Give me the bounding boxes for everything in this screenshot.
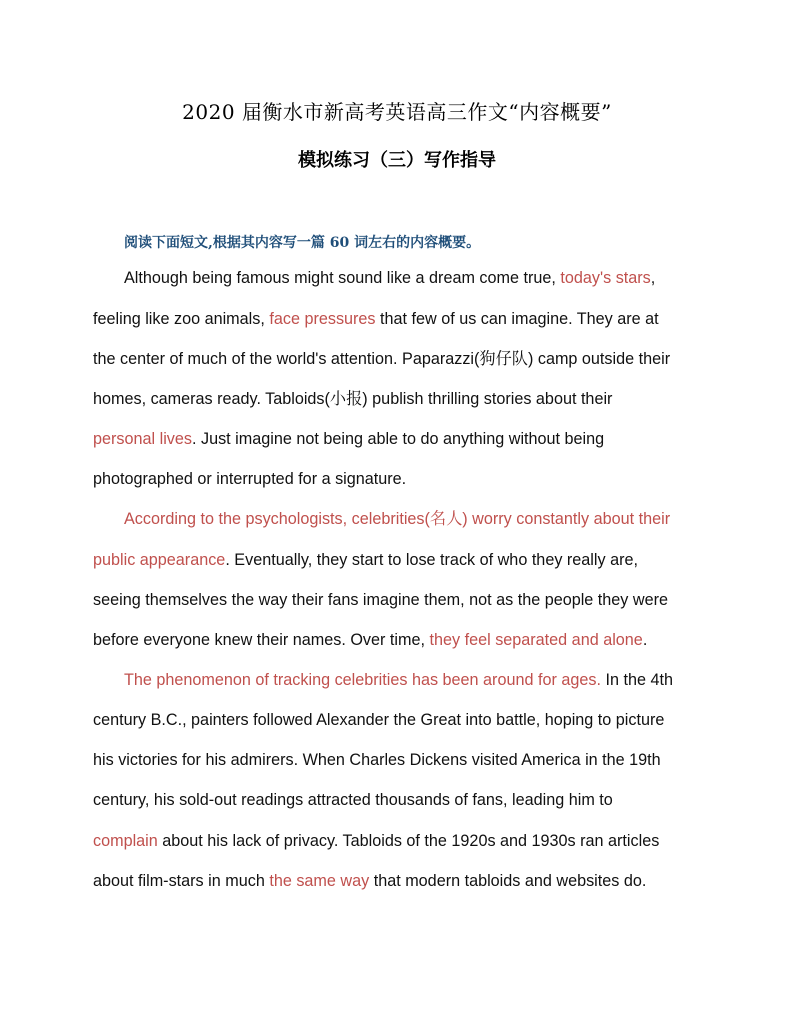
passage-line [93, 387, 703, 411]
passage-text: that few of us can imagine. They are at [375, 310, 659, 328]
passage-text: . [642, 631, 648, 649]
highlighted-phrase: public appearance [93, 551, 226, 569]
passage-text: the center of much of the world's attention. Paparazzi(狗仔队) camp outside their [93, 350, 671, 368]
passage-line [93, 347, 703, 371]
passage-line [93, 467, 703, 491]
passage-text: . Just imagine not being able to do anything without being [191, 430, 605, 448]
passage-text: that modern tabloids and websites do. [369, 872, 647, 890]
passage-text: In the 4th [600, 671, 673, 689]
highlighted-phrase: personal lives [93, 430, 192, 448]
passage-line [124, 266, 704, 290]
document-subtitle: 模拟练习（三）写作指导 [298, 150, 496, 171]
passage-text: about film-stars in much [93, 872, 270, 890]
passage-line [93, 427, 703, 451]
passage-text: feeling like zoo animals, [93, 310, 270, 328]
passage-text: Although being famous might sound like a dream come true, [124, 269, 561, 287]
passage-text: century, his sold-out readings attracted thousands of fans, leading him to [93, 791, 613, 809]
passage-line [124, 668, 704, 692]
highlighted-phrase: According to the psychologists, celebrities(名人) worry constantly about their [124, 510, 671, 528]
passage-text: century B.C., painters followed Alexander the Great into battle, hoping to picture [93, 711, 665, 729]
highlighted-phrase: face pressures [269, 310, 376, 328]
passage-line [93, 869, 703, 893]
highlighted-phrase: The phenomenon of tracking celebrities has been around for ages. [124, 671, 601, 689]
highlighted-phrase: today's stars [560, 269, 651, 287]
passage-text: his victories for his admirers. When Charles Dickens visited America in the 19th [93, 751, 661, 769]
passage-text: seeing themselves the way their fans imagine them, not as the people they were [93, 591, 668, 609]
highlighted-phrase: they feel separated and alone [429, 631, 643, 649]
passage-line [93, 548, 703, 572]
passage-text: , [650, 269, 656, 287]
passage-line [93, 748, 703, 772]
highlighted-phrase: the same way [269, 872, 370, 890]
passage-text: . Eventually, they start to lose track of who they really are, [225, 551, 638, 569]
passage-line [93, 788, 703, 812]
passage-text: about his lack of privacy. Tabloids of the 1920s and 1930s ran articles [157, 832, 660, 850]
passage-line [93, 588, 703, 612]
passage-text: homes, cameras ready. Tabloids(小报) publish thrilling stories about their [93, 390, 613, 408]
passage-text: before everyone knew their names. Over time, [93, 631, 430, 649]
passage-line [93, 829, 703, 853]
highlighted-phrase: complain [93, 832, 158, 850]
passage-line [124, 507, 704, 531]
passage-line [93, 708, 703, 732]
passage-line [93, 628, 703, 652]
document-title: 2020 届衡水市新高考英语高三作文“内容概要” [182, 100, 612, 124]
passage-text: photographed or interrupted for a signature. [93, 470, 407, 488]
passage-line [93, 307, 703, 331]
instruction-text: 阅读下面短文,根据其内容写一篇 60 词左右的内容概要。 [124, 235, 481, 251]
